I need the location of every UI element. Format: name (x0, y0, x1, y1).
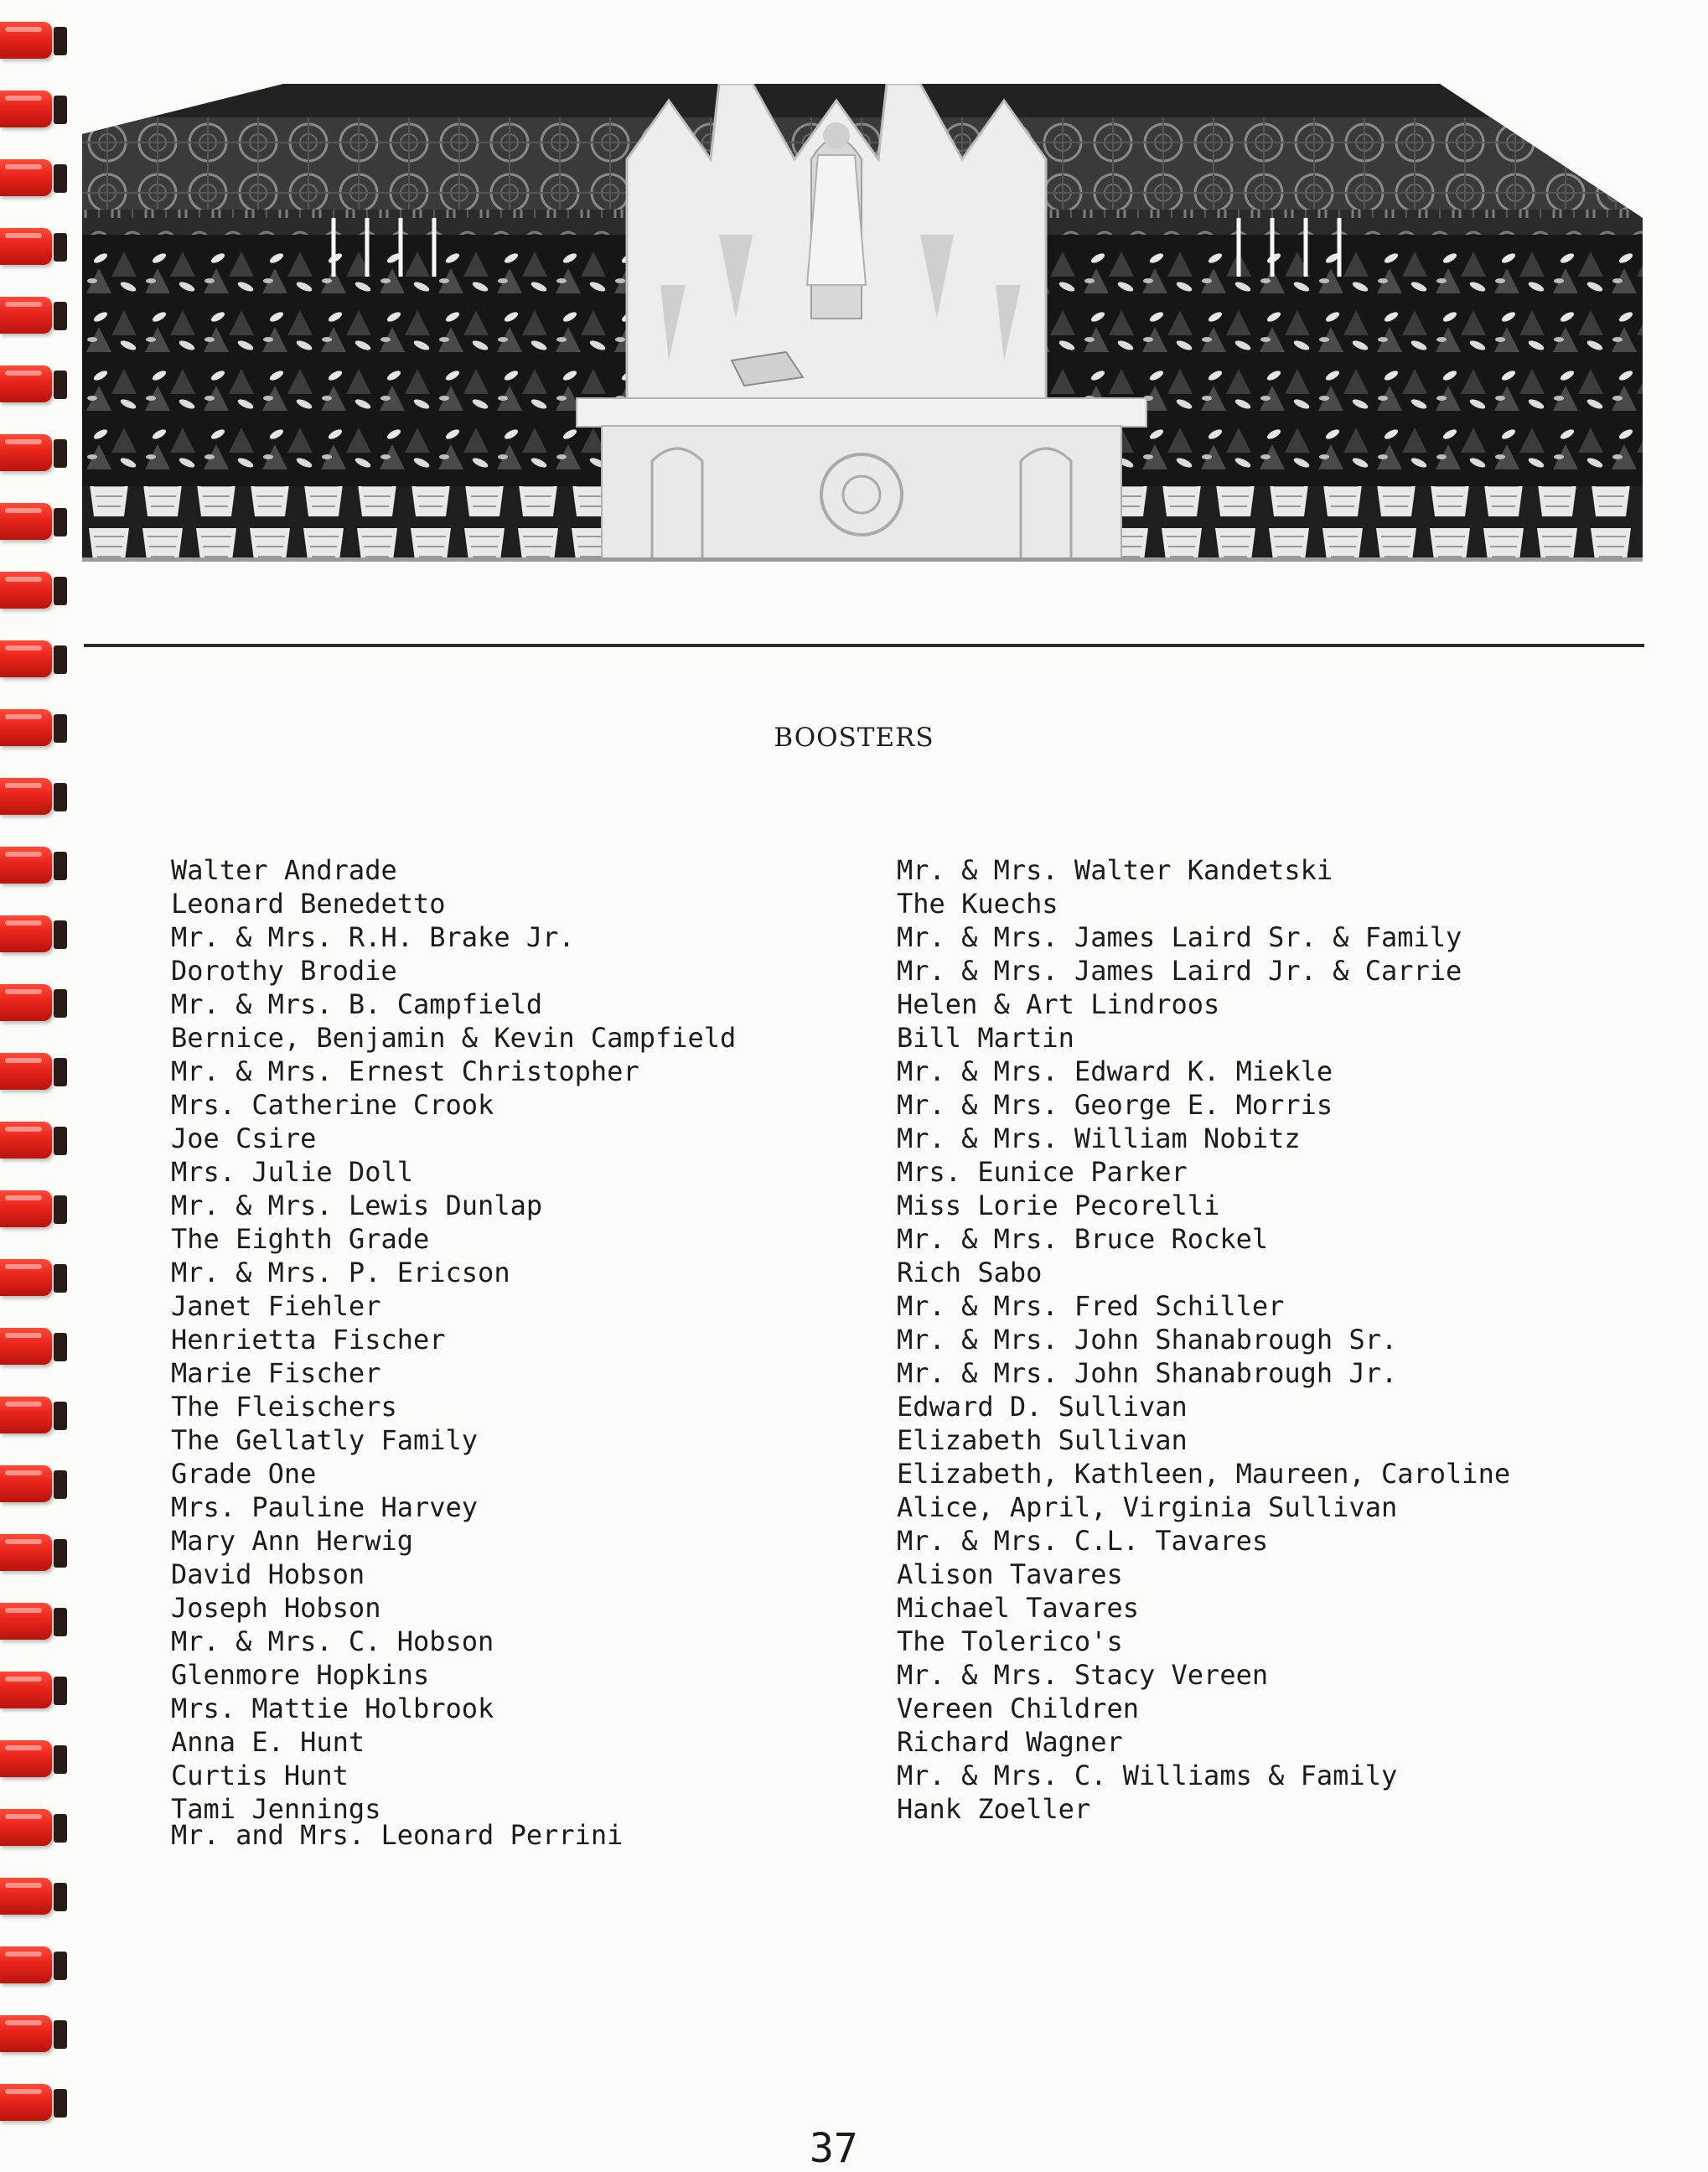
booster-name: Vereen Children (897, 1693, 1139, 1724)
booster-name: Mrs. Catherine Crook (171, 1089, 494, 1121)
boosters-heading: BOOSTERS (774, 723, 934, 753)
booster-name: Mr. & Mrs. John Shanabrough Jr. (897, 1357, 1398, 1389)
booster-name: Elizabeth, Kathleen, Maureen, Caroline (897, 1458, 1511, 1490)
binding-coil (0, 1392, 67, 1438)
binding-coil (0, 429, 67, 476)
binding-coil (0, 1873, 67, 1920)
booster-name: Dorothy Brodie (171, 955, 397, 987)
binding-coil (0, 1598, 67, 1645)
booster-name: Mr. & Mrs. James Laird Jr. & Carrie (897, 955, 1462, 987)
booster-name: Mr. & Mrs. R.H. Brake Jr. (171, 921, 575, 953)
binding-coil (0, 154, 67, 201)
booster-name: Rich Sabo (897, 1257, 1043, 1288)
booster-name: Mr. & Mrs. John Shanabrough Sr. (897, 1324, 1398, 1356)
binding-coil (0, 223, 67, 270)
booster-name: Richard Wagner (897, 1726, 1123, 1758)
binding-coil (0, 1254, 67, 1301)
booster-name: The Kuechs (897, 888, 1058, 920)
booster-name: Tami Jennings (171, 1793, 381, 1825)
binding-coil (0, 567, 67, 614)
booster-name: Mr. & Mrs. C.L. Tavares (897, 1525, 1269, 1557)
binding-coil (0, 2010, 67, 2057)
binding-coil (0, 910, 67, 957)
binding-coil (0, 1185, 67, 1232)
booster-name: Mr. & Mrs. B. Campfield (171, 988, 543, 1020)
booster-name: Mr. & Mrs. C. Williams & Family (897, 1760, 1398, 1791)
booster-name: Joseph Hobson (171, 1592, 381, 1624)
binding-coil (0, 1117, 67, 1164)
booster-name: Joe Csire (171, 1122, 317, 1154)
booster-name: The Gellatly Family (171, 1424, 479, 1456)
booster-name: Helen & Art Lindroos (897, 988, 1220, 1020)
booster-name: Mr. & Mrs. P. Ericson (171, 1257, 510, 1288)
binding-coil (0, 1460, 67, 1507)
booster-name: Bernice, Benjamin & Kevin Campfield (171, 1022, 737, 1054)
booster-name: Alice, April, Virginia Sullivan (897, 1491, 1398, 1523)
altar-photograph (82, 67, 1643, 604)
booster-name: Bill Martin (897, 1022, 1074, 1054)
booster-name: Mrs. Pauline Harvey (171, 1491, 479, 1523)
booster-name: Grade One (171, 1458, 317, 1490)
booster-name: Marie Fischer (171, 1357, 381, 1389)
booster-name: Hank Zoeller (897, 1793, 1091, 1825)
booster-name: Curtis Hunt (171, 1760, 349, 1791)
binding-coil (0, 1048, 67, 1095)
booster-name: Leonard Benedetto (171, 888, 446, 920)
boosters-list-left (171, 853, 736, 1826)
binding-coil (0, 1667, 67, 1713)
spiral-binding (0, 0, 75, 2146)
binding-coil (0, 1529, 67, 1576)
booster-name: Alison Tavares (897, 1558, 1123, 1590)
booster-name: Mrs. Eunice Parker (897, 1156, 1188, 1188)
booster-name: Edward D. Sullivan (897, 1391, 1188, 1423)
binding-coil (0, 2079, 67, 2126)
booster-name: Mr. & Mrs. C. Hobson (171, 1625, 494, 1657)
booster-name: Elizabeth Sullivan (897, 1424, 1188, 1456)
binding-coil (0, 842, 67, 889)
page-number: 37 (810, 2125, 858, 2172)
booster-name: Anna E. Hunt (171, 1726, 365, 1758)
booster-name: Mr. & Mrs. William Nobitz (897, 1122, 1301, 1154)
booster-name: David Hobson (171, 1558, 365, 1590)
booster-name: Mrs. Mattie Holbrook (171, 1693, 494, 1724)
binding-coil (0, 360, 67, 407)
booster-name: Mr. & Mrs. Walter Kandetski (897, 854, 1333, 886)
booster-name: Janet Fiehler (171, 1290, 381, 1322)
booster-name: The Eighth Grade (171, 1223, 430, 1255)
booster-name: Mr. & Mrs. George E. Morris (897, 1089, 1333, 1121)
booster-name: Henrietta Fischer (171, 1324, 446, 1356)
booster-name: The Tolerico's (897, 1625, 1123, 1657)
binding-coil (0, 635, 67, 682)
booster-name: Mrs. Julie Doll (171, 1156, 413, 1188)
binding-coil (0, 86, 67, 132)
binding-coil (0, 1323, 67, 1370)
binding-coil (0, 498, 67, 545)
booster-name: The Fleischers (171, 1391, 397, 1423)
binding-coil (0, 979, 67, 1026)
booster-name: Miss Lorie Pecorelli (897, 1190, 1220, 1221)
binding-coil (0, 1804, 67, 1851)
booster-name: Mr. & Mrs. Edward K. Miekle (897, 1055, 1333, 1087)
booster-name: Mr. & Mrs. Fred Schiller (897, 1290, 1285, 1322)
booster-name: Mr. & Mrs. Lewis Dunlap (171, 1190, 543, 1221)
boosters-list-right (897, 853, 1510, 1826)
booster-name: Mr. & Mrs. Stacy Vereen (897, 1659, 1269, 1691)
booster-name: Glenmore Hopkins (171, 1659, 430, 1691)
booster-name: Mr. & Mrs. James Laird Sr. & Family (897, 921, 1462, 953)
booster-name: Mary Ann Herwig (171, 1525, 413, 1557)
binding-coil (0, 292, 67, 339)
binding-coil (0, 1735, 67, 1782)
booster-name: Mr. & Mrs. Ernest Christopher (171, 1055, 639, 1087)
booster-name: Michael Tavares (897, 1592, 1139, 1624)
binding-coil (0, 773, 67, 820)
booster-name: Mr. & Mrs. Bruce Rockel (897, 1223, 1269, 1255)
binding-coil (0, 1941, 67, 1988)
booster-name: Walter Andrade (171, 854, 397, 886)
horizontal-divider (84, 644, 1644, 647)
binding-coil (0, 17, 67, 64)
booster-added-name: Mr. and Mrs. Leonard Perrini (171, 1819, 624, 1851)
